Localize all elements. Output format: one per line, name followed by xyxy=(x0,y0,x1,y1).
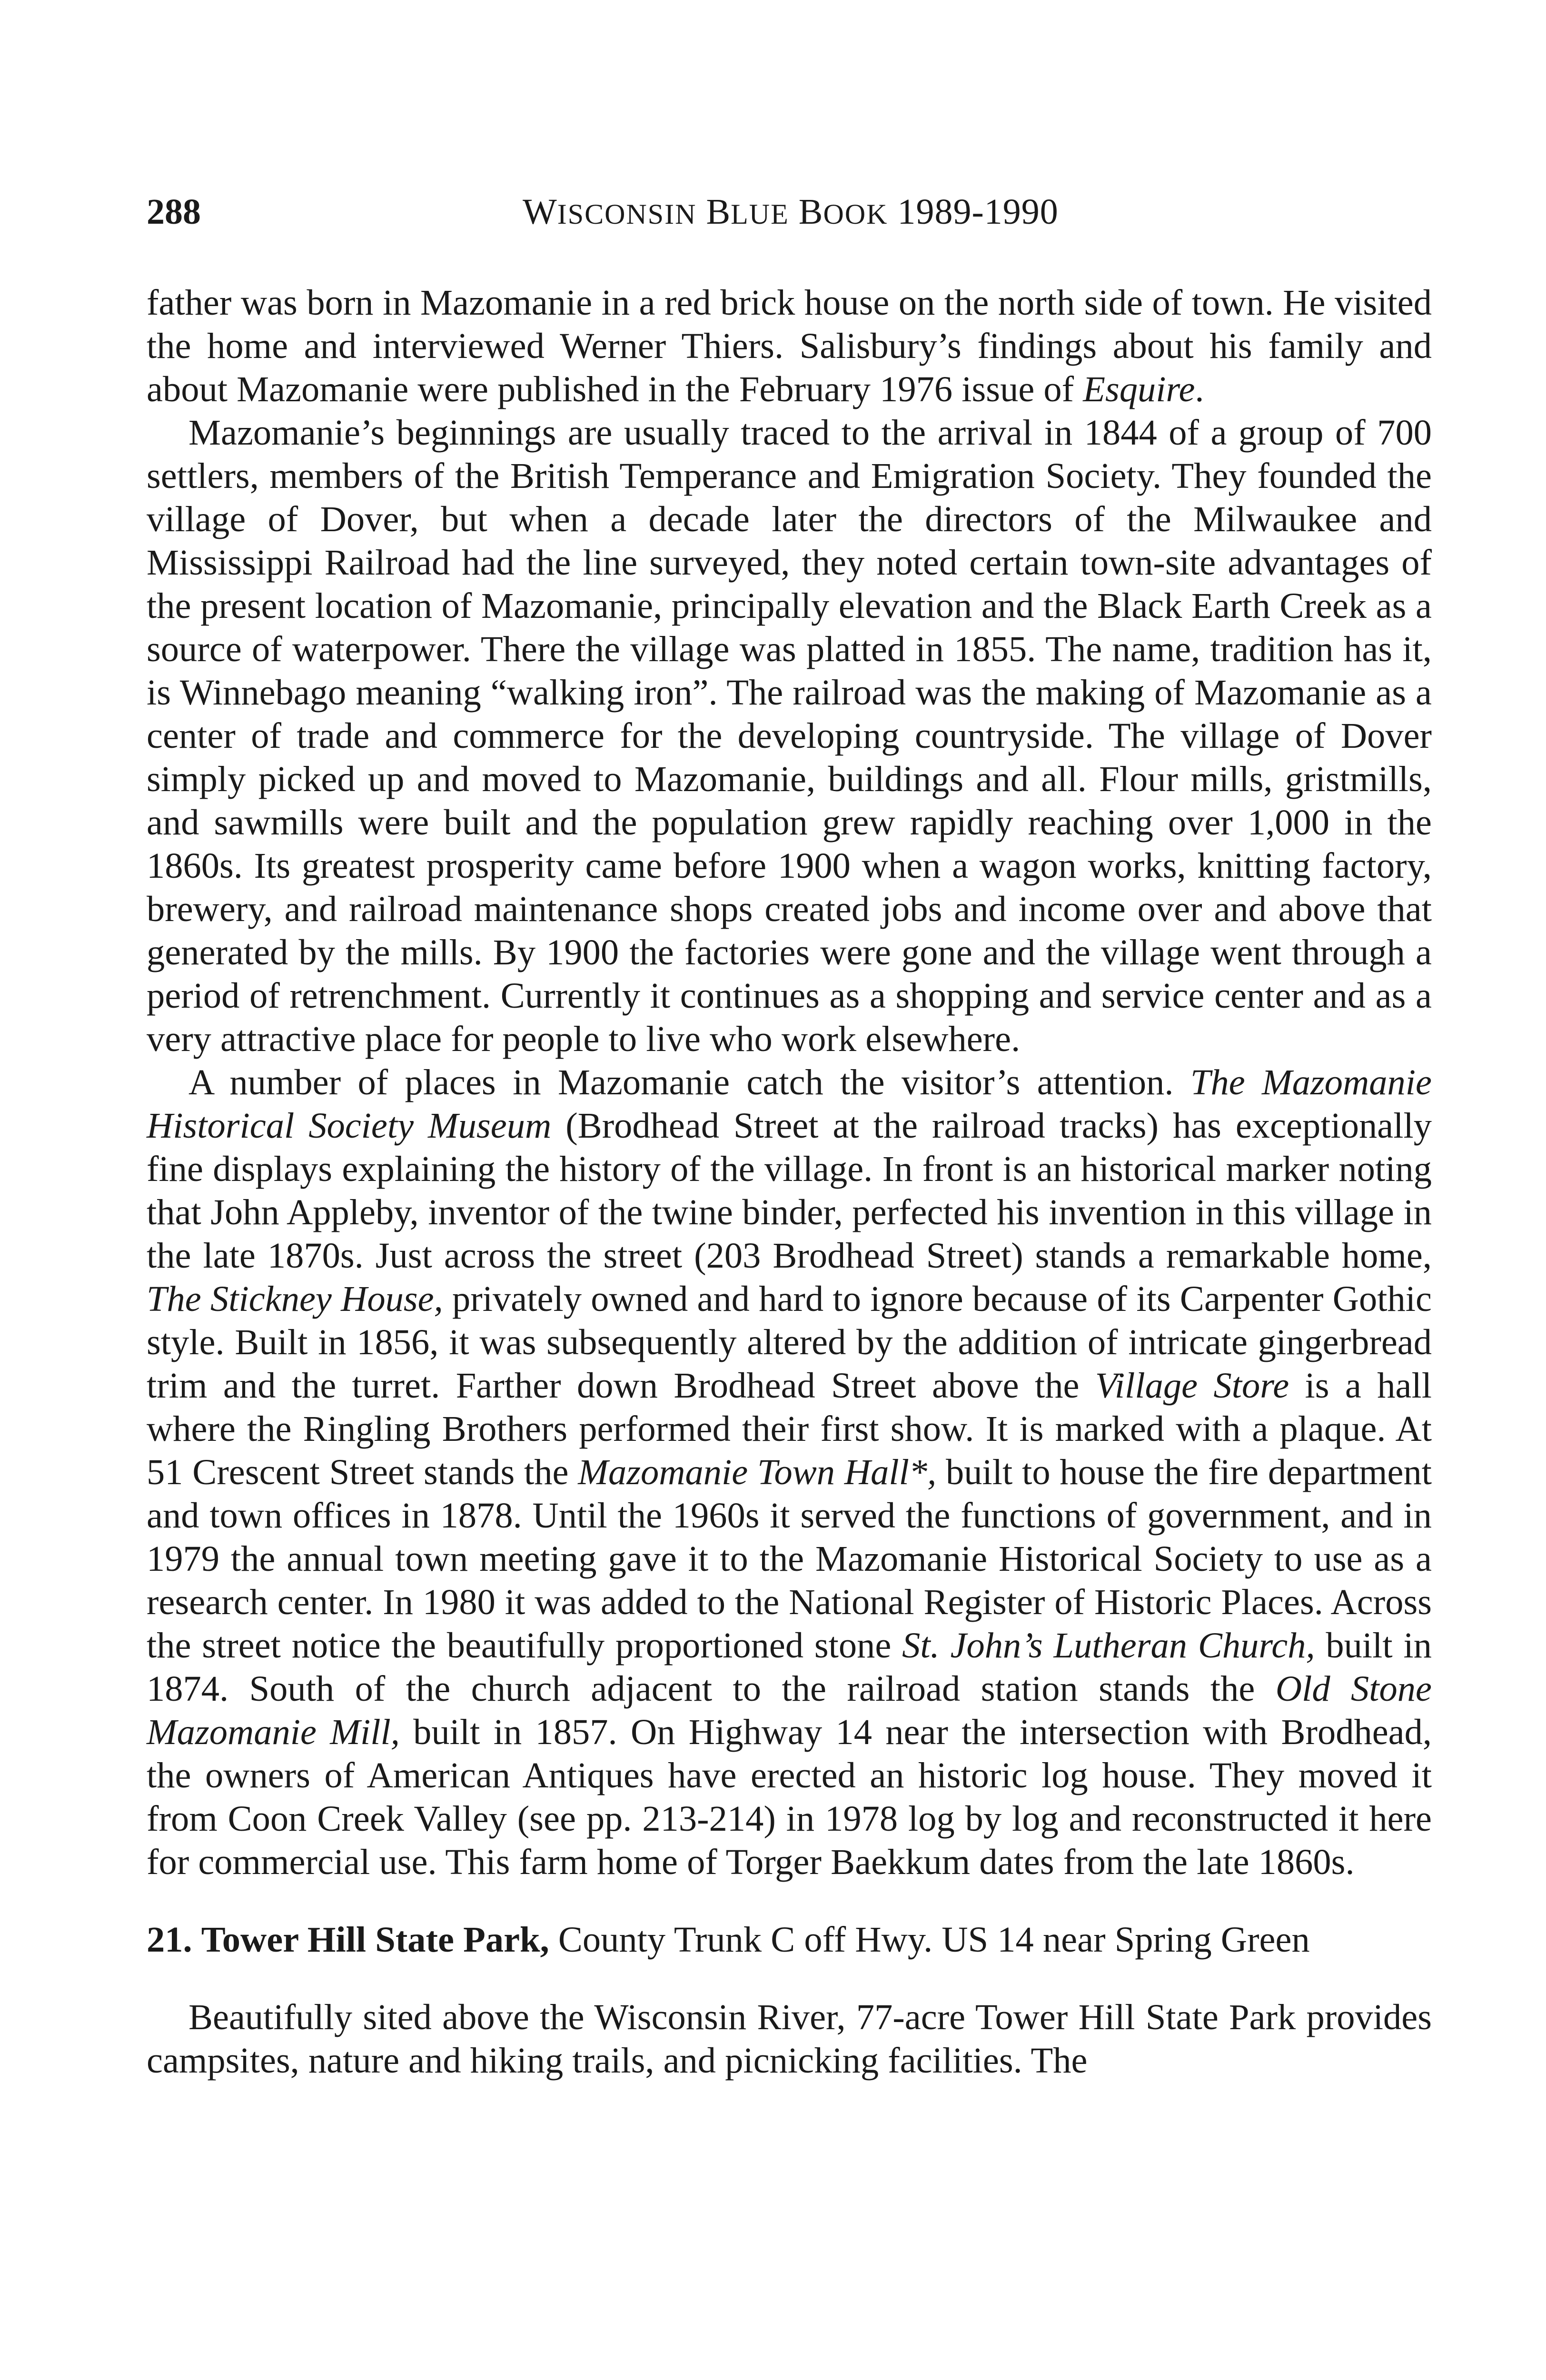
book-page xyxy=(147,186,1432,2082)
paragraph-mazomanie-places: A number of places in Mazomanie catch the visitor’s attention. The Mazomanie Historical Society Museum (Brodhead Street at the railroad tracks) has exceptionally fine displays explaining the history of the village. In front is an historical marker noting that John Appleby, inventor of the twine binder, perfected his invention in this village in the late 1870s. Just across the street (203 Brodhead Street) stands a remarkable home, The Stickney House, privately owned and hard to ignore because of its Carpenter Gothic style. Built in 1856, it was subsequently altered by the addition of intricate gingerbread trim and the turret. Farther down Brodhead Street above the Village Store is a hall where the Ringling Brothers performed their first show. It is marked with a plaque. At 51 Crescent Street stands the Mazomanie Town Hall*, built to house the fire department and town offices in 1878. Until the 1960s it served the functions of government, and in 1979 the annual town meeting gave it to the Mazomanie Historical Society to use as a research center. In 1980 it was added to the National Register of Historic Places. Across the street notice the beautifully proportioned stone St. John’s Lutheran Church, built in 1874. South of the church adjacent to the railroad station stands the Old Stone Mazomanie Mill, built in 1857. On Highway 14 near the intersection with Brodhead, the owners of American Antiques have erected an historic log house. They moved it from Coon Creek Valley (see pp. 213-214) in 1978 log by log and reconstructed it here for commercial use. This farm home of Torger Baekkum dates from the late 1860s. xyxy=(147,1062,1432,1882)
paragraph-mazomanie-beginnings: Mazomanie’s beginnings are usually traced to the arrival in 1844 of a group of 700 settlers, members of the British Temperance and Emigration Society. They founded the village of Dover, but when a decade later the directors of the Milwaukee and Mississippi Railroad had the line surveyed, they noted certain town-site advantages of the present location of Mazomanie, principally elevation and the Black Earth Creek as a source of waterpower. There the village was platted in 1855. The name, tradition has it, is Winnebago meaning “walking iron”. The railroad was the making of Mazomanie as a center of trade and commerce for the developing countryside. The village of Dover simply picked up and moved to Mazomanie, buildings and all. Flour mills, gristmills, and sawmills were built and the population grew rapidly reaching over 1,000 in the 1860s. Its greatest prosperity came before 1900 when a wagon works, knitting factory, brewery, and railroad maintenance shops created jobs and income over and above that generated by the mills. By 1900 the factories were gone and the village went through a period of retrenchment. Currently it continues as a shopping and service center and as a very attractive place for people to live who work elsewhere. xyxy=(147,412,1432,1059)
paragraph-tower-hill: Beautifully sited above the Wisconsin River, 77-acre Tower Hill State Park provides campsites, nature and hiking trails, and picnicking facilities. The xyxy=(147,1997,1432,2081)
page-number: 288 xyxy=(147,192,201,232)
running-head xyxy=(147,186,1432,238)
body-text xyxy=(147,281,1432,2082)
section-heading-tower-hill: 21. Tower Hill State Park, County Trunk C off Hwy. US 14 near Spring Green xyxy=(147,1919,1310,1960)
running-title: WISCONSIN BLUE BOOK 1989-1990 xyxy=(523,192,1059,232)
paragraph-continued: father was born in Mazomanie in a red brick house on the north side of town. He visited the home and interviewed Werner Thiers. Salisbury’s findings about his family and about Mazomanie were published in the February 1976 issue of Esquire. xyxy=(147,282,1432,409)
